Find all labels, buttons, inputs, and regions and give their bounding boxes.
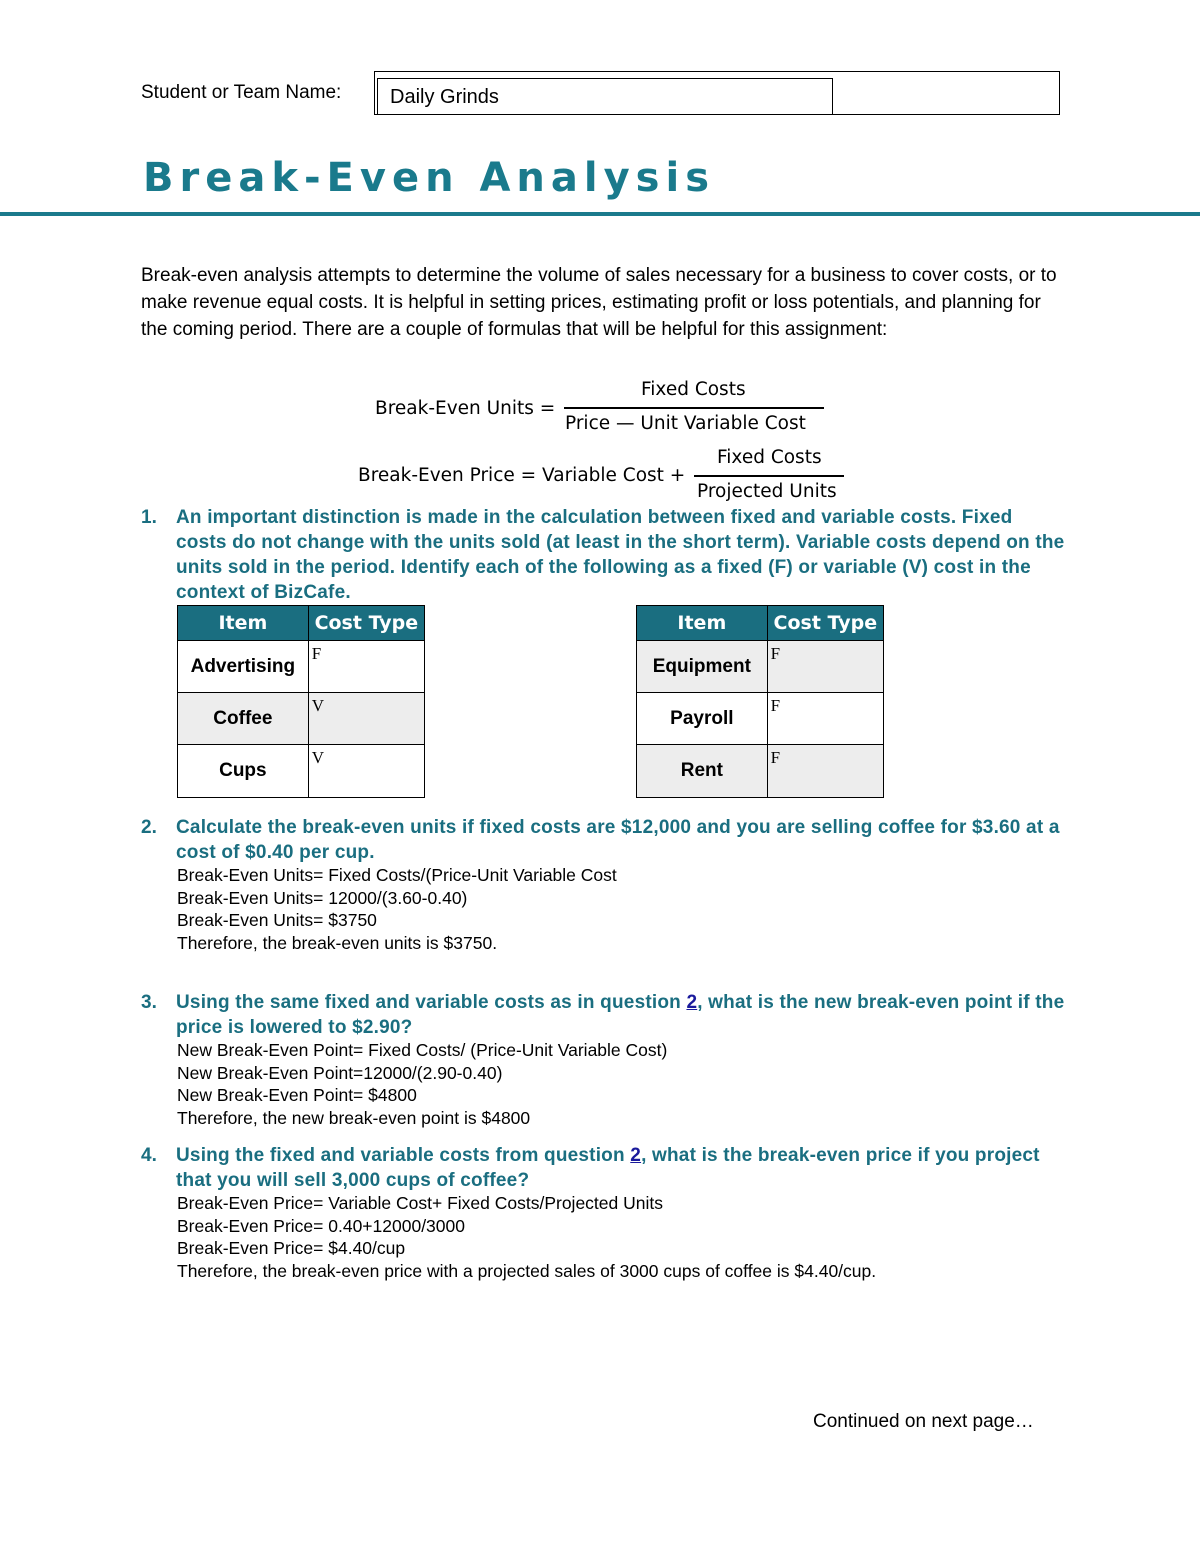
question-text-part: Using the fixed and variable costs from question bbox=[176, 1145, 631, 1166]
continued-note: Continued on next page… bbox=[813, 1411, 1034, 1432]
question-2-text: Calculate the break-even units if fixed costs are $12,000 and you are selling coffee for $3.60 at a cost of $0.40 per cup. bbox=[176, 817, 1060, 863]
question-text-part: Using the same fixed and variable costs as in question bbox=[176, 992, 687, 1013]
question-4-number: 4. bbox=[141, 1145, 157, 1166]
table-header-cost-type: Cost Type bbox=[308, 606, 424, 641]
units-formula-numerator: Fixed Costs bbox=[641, 379, 746, 400]
table-cell-cost-type[interactable]: F bbox=[767, 641, 883, 693]
answer-line: New Break-Even Point= $4800 bbox=[177, 1085, 417, 1105]
question-3-answer bbox=[177, 1039, 667, 1129]
question-3-text bbox=[176, 990, 1066, 1040]
intro-paragraph: Break-even analysis attempts to determine the volume of sales necessary for a business to cover costs, or to make revenue equal costs. It is helpful in setting prices, estimating profit or loss potentials, and planning for the coming period. There are a couple of formulas that will be helpful for this assignment: bbox=[141, 265, 1057, 340]
answer-line: Break-Even Price= Variable Cost+ Fixed Costs/Projected Units bbox=[177, 1193, 663, 1213]
table-cell-item: Payroll bbox=[637, 693, 768, 745]
title-divider bbox=[0, 212, 1200, 216]
table-cell-cost-type[interactable]: F bbox=[767, 745, 883, 798]
table-header-cost-type: Cost Type bbox=[767, 606, 883, 641]
question-4-answer bbox=[177, 1192, 876, 1282]
answer-line: Therefore, the break-even units is $3750. bbox=[177, 932, 498, 953]
answer-line: Break-Even Units= $3750 bbox=[177, 910, 377, 930]
question-2-reference-link[interactable]: 2 bbox=[686, 992, 698, 1013]
table-cell-cost-type[interactable]: V bbox=[308, 693, 424, 745]
price-formula-label: Break-Even Price = Variable Cost + bbox=[358, 465, 686, 486]
question-text-part: , what is the break-even price if you project that you will sell 3,000 cups of coffee? bbox=[176, 1145, 1040, 1191]
price-formula-numerator: Fixed Costs bbox=[717, 447, 822, 468]
page-title: Break-Even Analysis bbox=[143, 155, 716, 201]
answer-line: New Break-Even Point=12000/(2.90-0.40) bbox=[177, 1062, 503, 1083]
table-cell-cost-type[interactable]: V bbox=[308, 745, 424, 798]
answer-line: New Break-Even Point= Fixed Costs/ (Price-Unit Variable Cost) bbox=[177, 1040, 668, 1060]
answer-line: Break-Even Units= Fixed Costs/(Price-Unit Variable Cost bbox=[177, 865, 617, 885]
team-name-field[interactable]: Daily Grinds bbox=[377, 78, 833, 115]
table-cell-item: Equipment bbox=[637, 641, 768, 693]
units-formula-label: Break-Even Units = bbox=[375, 398, 556, 419]
cost-type-table-right bbox=[636, 605, 884, 798]
answer-line: Break-Even Units= 12000/(3.60-0.40) bbox=[177, 887, 468, 908]
answer-line: Therefore, the break-even price with a projected sales of 3000 cups of coffee is $4.40/cup. bbox=[177, 1260, 877, 1281]
answer-line: Break-Even Price= 0.40+12000/3000 bbox=[177, 1215, 465, 1236]
question-2-number: 2. bbox=[141, 817, 157, 838]
team-name-label: Student or Team Name: bbox=[141, 82, 342, 103]
table-cell-cost-type[interactable]: F bbox=[767, 693, 883, 745]
table-header-item: Item bbox=[178, 606, 309, 641]
question-4-text bbox=[176, 1143, 1066, 1193]
table-cell-cost-type[interactable]: F bbox=[308, 641, 424, 693]
question-1-text: An important distinction is made in the calculation between fixed and variable costs. Fixed costs do not change with the units sold (at least in the short term). Variable costs depend on the units sold in the period. Identify each of the following as a fixed (F) or variable (V) cost in the context of BizCafe. bbox=[176, 507, 1065, 603]
answer-line: Break-Even Price= $4.40/cup bbox=[177, 1238, 406, 1258]
cost-type-table-left bbox=[177, 605, 425, 798]
price-fraction-bar bbox=[694, 475, 844, 477]
question-2-reference-link[interactable]: 2 bbox=[630, 1145, 642, 1166]
question-text-part: , what is the new break-even point if the price is lowered to $2.90? bbox=[176, 992, 1065, 1038]
table-cell-item: Rent bbox=[637, 745, 768, 798]
units-formula-denominator: Price — Unit Variable Cost bbox=[565, 413, 806, 434]
answer-line: Therefore, the new break-even point is $4800 bbox=[177, 1107, 531, 1128]
table-cell-item: Advertising bbox=[178, 641, 309, 693]
table-cell-item: Cups bbox=[178, 745, 309, 798]
question-3-number: 3. bbox=[141, 992, 157, 1013]
table-header-item: Item bbox=[637, 606, 768, 641]
table-cell-item: Coffee bbox=[178, 693, 309, 745]
question-1-number: 1. bbox=[141, 507, 157, 528]
question-2-answer bbox=[177, 864, 617, 954]
price-formula-denominator: Projected Units bbox=[697, 481, 837, 502]
units-fraction-bar bbox=[564, 407, 824, 409]
